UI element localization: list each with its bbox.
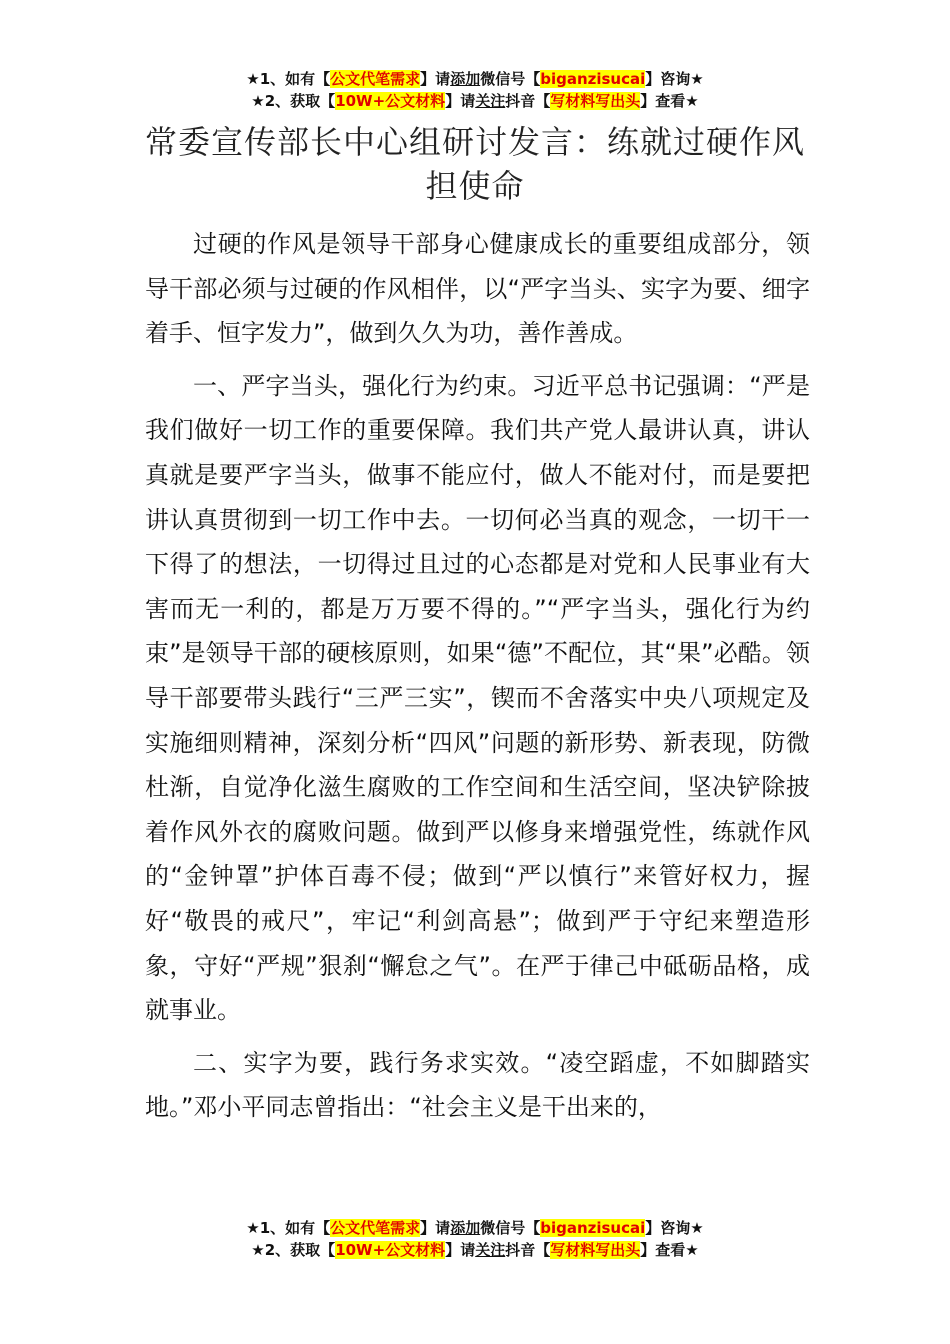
promo-wechat-id: biganzisucai [540,70,646,88]
promo-highlight: 公文代笔需求 [330,1219,421,1237]
promo-text: 】请 [445,1241,476,1259]
promo-highlight: 公文代笔需求 [330,70,421,88]
paragraph-section-1: 一、严字当头，强化行为约束。习近平总书记强调：“严是我们做好一切工作的重要保障。我们共产党人最讲认真，讲认真就是要严字当头，做事不能应付，做人不能对付，而是要把讲认真贯彻到一切工作中去。一切何必当真的观念，一切干一下得了的想法，一切得过且过的心态都是对党和人民事业有大害而无一利的，都是万万要不得的。”“严字当头，强化行为约束”是领导干部的硬核原则，如果“德”不配位，其“果”必酷。领导干部要带头践行“三严三实”，锲而不舍落实中央八项规定及实施细则精神，深刻分析“四风”问题的新形势、新表现，防微杜渐，自觉净化滋生腐败的工作空间和生活空间，坚决铲除披着作风外衣的腐败问题。做到严以修身来增强党性，练就作风的“金钟罩”护体百毒不侵；做到“严以慎行”来管好权力，握好“敬畏的戒尺”，牢记“利剑高悬”；做到严于守纪来塑造形象，守好“严规”狠刹“懈怠之气”。在严于律己中砥砺品格，成就事业。 [145,371,810,1025]
promo-underlined-text: 关注 [475,1241,506,1259]
paragraph-section-2: 二、实字为要，践行务求实效。“凌空蹈虚，不如脚踏实地。”邓小平同志曾指出：“社会主义是干出来的， [145,1048,810,1122]
promo-text: ★1、如有【 [246,1219,331,1237]
promo-text: 】请 [420,1219,451,1237]
promo-text: 微信号【 [480,70,541,88]
promo-text: 】请 [420,70,451,88]
promo-banner-top [0,68,950,112]
promo-line-1 [0,1217,950,1239]
promo-text: 】咨询★ [645,1219,704,1237]
promo-text: 抖音【 [505,1241,551,1259]
promo-highlight: 10W+公文材料 [335,92,446,110]
paragraph-intro: 过硬的作风是领导干部身心健康成长的重要组成部分，领导干部必须与过硬的作风相伴，以“严字当头、实字为要、细字着手、恒字发力”，做到久久为功，善作善成。 [145,230,810,348]
promo-text: 】查看★ [640,1241,699,1259]
document-body [145,222,810,1138]
promo-text: ★2、获取【 [251,92,336,110]
promo-text: 】查看★ [640,92,699,110]
promo-underlined-text: 添加 [450,1219,481,1237]
promo-line-1 [0,68,950,90]
promo-banner-bottom [0,1217,950,1261]
promo-underlined-text: 添加 [450,70,481,88]
promo-highlight: 10W+公文材料 [335,1241,446,1259]
promo-text: ★2、获取【 [251,1241,336,1259]
promo-text: 抖音【 [505,92,551,110]
promo-douyin-account: 写材料写出头 [550,92,641,110]
promo-line-2 [0,1239,950,1261]
promo-douyin-account: 写材料写出头 [550,1241,641,1259]
promo-text: ★1、如有【 [246,70,331,88]
promo-text: 】请 [445,92,476,110]
promo-text: 】咨询★ [645,70,704,88]
document-title: 常委宣传部长中心组研讨发言：练就过硬作风担使命 [144,123,805,205]
promo-line-2 [0,90,950,112]
promo-wechat-id: biganzisucai [540,1219,646,1237]
promo-text: 微信号【 [480,1219,541,1237]
promo-underlined-text: 关注 [475,92,506,110]
